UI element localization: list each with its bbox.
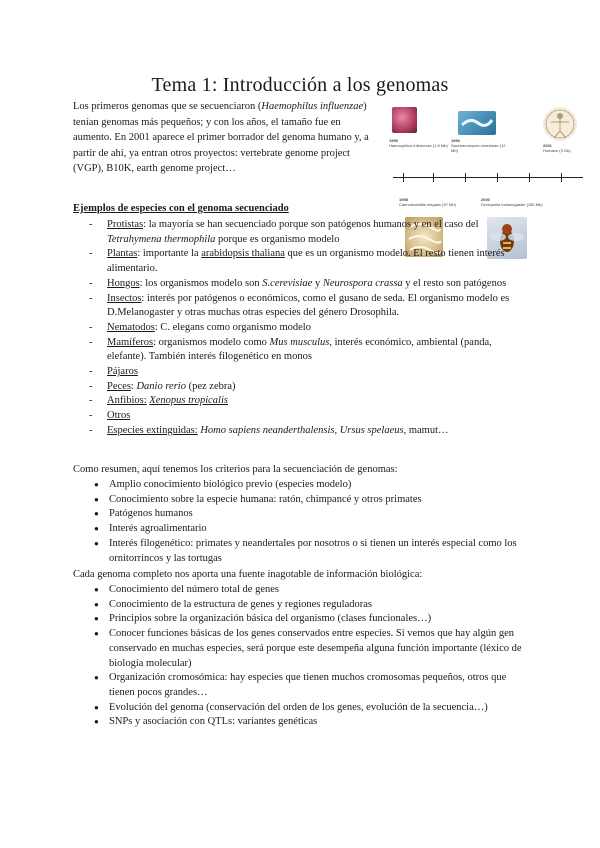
examples-list: [73, 218, 513, 439]
caption-top-1: 1995 Haemophilus influenzae (1.8 Mb): [389, 138, 448, 148]
intro-text-1: Los primeros genomas que se secuenciaron (: [73, 101, 262, 112]
list-item: ● Interés filogenético: primates y neandertales por nosotros o si tienen un interés especial como los ornitorrincos y las tortugas: [91, 537, 531, 566]
list-item: - Plantas: importante la arabidopsis thaliana que es un organismo modelo. El resto tienen interés alimentario.: [73, 247, 513, 276]
timeline-tick: [433, 173, 434, 182]
list-item: - Otros: [73, 409, 513, 424]
list-item: - Hongos: los organismos modelo son S.cerevisiae y Neurospora crassa y el resto son patógenos: [73, 277, 513, 292]
list-item: ● Conocimiento de la estructura de genes y regiones reguladoras: [91, 598, 531, 613]
list-item: ● Conocimiento sobre la especie humana: ratón, chimpancé y otros primates: [91, 493, 531, 508]
list-item: - Peces: Danio rerio (pez zebra): [73, 380, 513, 395]
list-item: - Anfibios: Xenopus tropicalis: [73, 394, 513, 409]
caption-top-3: 2001 Humano (3 Gb): [543, 143, 571, 153]
criteria-list: [91, 478, 531, 566]
list-item: ● Organización cromosómica: hay especies que tienen muchos cromosomas pequeños, otros que tienen pocos grandes…: [91, 671, 531, 700]
list-item: ● Principios sobre la organización básica del organismo (clases funcionales…): [91, 612, 531, 627]
caption-bottom-1: 1998 Caenorhabditis elegans (97 Mb): [399, 197, 456, 207]
bacteria-icon: [458, 111, 496, 135]
page-title: Tema 1: Introducción a los genomas: [151, 74, 449, 96]
list-item: - Nematodos: C. elegans como organismo modelo: [73, 321, 513, 336]
list-item: ● Conocimiento del número total de genes: [91, 583, 531, 598]
intro-text-2: ) tenían genomas más pequeños; y con los años, el tamaño fue en aumento. En 2001 aparece el primer borrador del genoma humano y, a partir de ahí, ya entran otros proyectos: vertebrate genome project (VGP), B10K, earth genome project…: [73, 101, 369, 174]
flower-image: [392, 107, 417, 133]
timeline-tick: [497, 173, 498, 182]
list-item: - Protistas: la mayoría se han secuenciado porque son patógenos humanos y en el caso del Tetrahymena thermophila porque es organismo modelo: [73, 218, 513, 247]
list-item: ● Amplio conocimiento biológico previo (especies modelo): [91, 478, 531, 493]
intro-italic: Haemophilus influenzae: [261, 101, 364, 112]
list-item: ● Evolución del genoma (conservación del orden de los genes, evolución de la secuencia…): [91, 701, 531, 716]
caption-bottom-2: 2000 Drosophila melanogaster (180 Mb): [481, 197, 543, 207]
list-item: - Insectos: interés por patógenos o económicos, como el gusano de seda. El organismo modelo es D.Melanogaster y otras muchas otras especies del género Drosophila.: [73, 292, 513, 321]
sources-list: [91, 583, 531, 730]
list-item: ● Patógenos humanos: [91, 507, 531, 522]
list-item: - Mamíferos: organismos modelo como Mus musculus, interés económico, ambiental (panda, elefante). También interés filogenético en monos: [73, 336, 513, 365]
vitruvian-man-icon: [543, 107, 577, 141]
intro-paragraph: [73, 99, 373, 177]
list-item: ● SNPs y asociación con QTLs: variantes genéticas: [91, 715, 531, 730]
criteria-intro: Como resumen, aquí tenemos los criterios para la secuenciación de genomas:: [73, 464, 398, 475]
timeline-tick: [403, 173, 404, 182]
timeline-tick: [561, 173, 562, 182]
timeline-tick: [465, 173, 466, 182]
vitruvian-image: [543, 107, 577, 141]
caption-top-2: 1996 Saccharomyces cerevisiae (12 Mb): [451, 138, 506, 153]
list-item: - Especies extinguidas: Homo sapiens neanderthalensis, Ursus spelaeus, mamut…: [73, 424, 513, 439]
examples-heading: Ejemplos de especies con el genoma secuenciado: [73, 203, 289, 214]
timeline-axis: [393, 177, 583, 178]
bacteria-image: [458, 111, 496, 135]
list-item: ● Interés agroalimentario: [91, 522, 531, 537]
list-item: - Pájaros: [73, 365, 513, 380]
list-item: ● Conocer funciones básicas de los genes conservados entre especies. Si vemos que hay algún gen conservado en muchas especies, será porque este desempeña alguna función importante (léxico de biología molecular): [91, 627, 531, 671]
sources-intro: Cada genoma completo nos aporta una fuente inagotable de información biológica:: [73, 569, 423, 580]
timeline-tick: [529, 173, 530, 182]
